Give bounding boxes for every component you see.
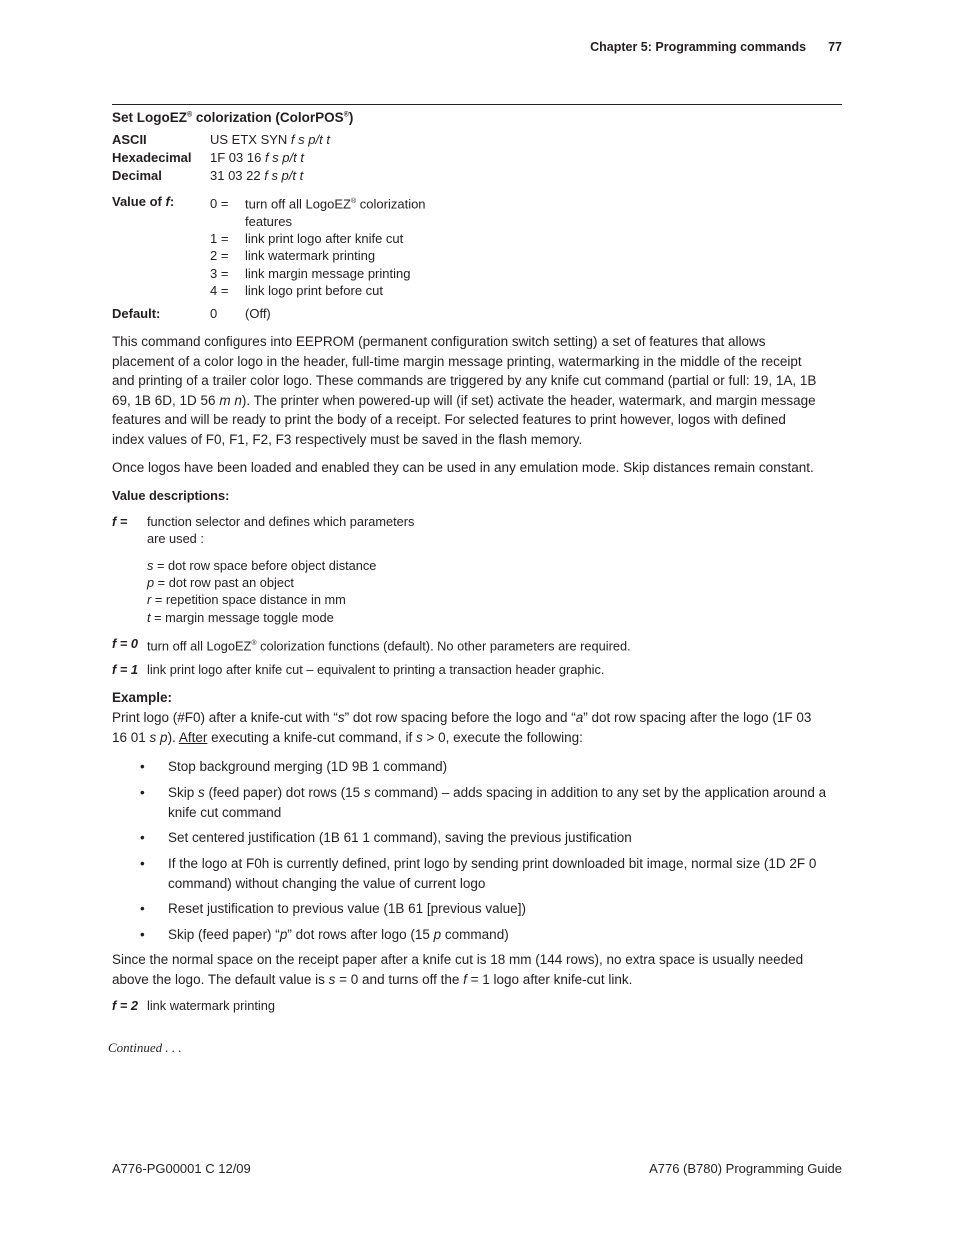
- param-item: p = dot row past an object: [147, 575, 294, 591]
- f1-description: link print logo after knife cut – equivalent to printing a transaction header graphic.: [147, 662, 605, 677]
- value-item: 0 = turn off all LogoEZ® colorization: [210, 196, 426, 212]
- param-item: r = repetition space distance in mm: [147, 592, 346, 608]
- hex-row: Hexadecimal 1F 03 16 f s p/t t: [112, 150, 304, 165]
- value-descriptions-heading: Value descriptions:: [112, 488, 230, 503]
- section-title: Set LogoEZ® colorization (ColorPOS®): [112, 110, 354, 125]
- example-text: Print logo (#F0) after a knife-cut with “s” dot row spacing before the logo and “a” dot row spacing after the logo (1F 03 16 01 s p). After executing a knife-cut command, if s > 0, execute the following:: [112, 710, 812, 745]
- since-paragraph: Since the normal space on the receipt paper after a knife cut is 18 mm (144 rows), no extra space is usually needed above the logo. The default value is s = 0 and turns off the f = 1 logo after knife-cut link.: [112, 952, 804, 987]
- f0-label: f = 0: [112, 636, 138, 651]
- running-header: [590, 40, 842, 54]
- param-item: s = dot row space before object distance: [147, 558, 377, 573]
- parameter-list: [147, 557, 376, 626]
- footer-guide-title: A776 (B780) Programming Guide: [649, 1161, 842, 1176]
- description-paragraph: This command configures into EEPROM (permanent configuration switch setting) a set of features that allows placement of a color logo in the header, full-time margin message printing, watermarking in the middle of the receipt and printing of a trailer color logo. These commands are triggered by any knife cut command (partial or full: 19, 1A, 1B 69, 1B 6D, 1D 56 m n). The printer when powered-up will (if set) activate the header, watermark, and margin message features and will be ready to print the body of a receipt. For selected features to print however, logos with defined index values of F0, F1, F2, F3 respectively must be saved in the flash memory.: [112, 334, 817, 447]
- value-item: 3 = link margin message printing: [210, 265, 411, 281]
- ascii-row: ASCII US ETX SYN f s p/t t: [112, 132, 330, 147]
- value-of-f-list: [210, 193, 426, 299]
- value-of-f-label: Value of f:: [112, 194, 175, 209]
- f0-description: turn off all LogoEZ® colorization functions (default). No other parameters are required.: [147, 638, 631, 654]
- param-item: t = margin message toggle mode: [147, 609, 334, 625]
- footer-doc-id: A776-PG00001 C 12/09: [112, 1161, 251, 1176]
- f-label: f =: [112, 514, 128, 529]
- f2-label: f = 2: [112, 998, 138, 1013]
- f2-description: link watermark printing: [147, 998, 276, 1013]
- value-item: 1 = link print logo after knife cut: [210, 230, 404, 246]
- f-description: function selector and defines which parameters are used :: [147, 514, 415, 547]
- chapter-title: Chapter 5: Programming commands: [590, 40, 807, 54]
- emulation-paragraph: Once logos have been loaded and enabled they can be used in any emulation mode. Skip distances remain constant.: [112, 460, 814, 475]
- example-heading: Example:: [112, 690, 173, 705]
- decimal-row: Decimal 31 03 22 f s p/t t: [112, 168, 304, 183]
- f1-label: f = 1: [112, 662, 138, 677]
- value-item-cont: features: [245, 213, 292, 229]
- section-rule: [112, 104, 842, 105]
- page-number: 77: [828, 40, 842, 54]
- default-row: Default: 0 (Off): [112, 306, 271, 321]
- value-item: 4 = link logo print before cut: [210, 282, 384, 298]
- continued-note: Continued . . .: [108, 1040, 182, 1055]
- value-item: 2 = link watermark printing: [210, 248, 376, 264]
